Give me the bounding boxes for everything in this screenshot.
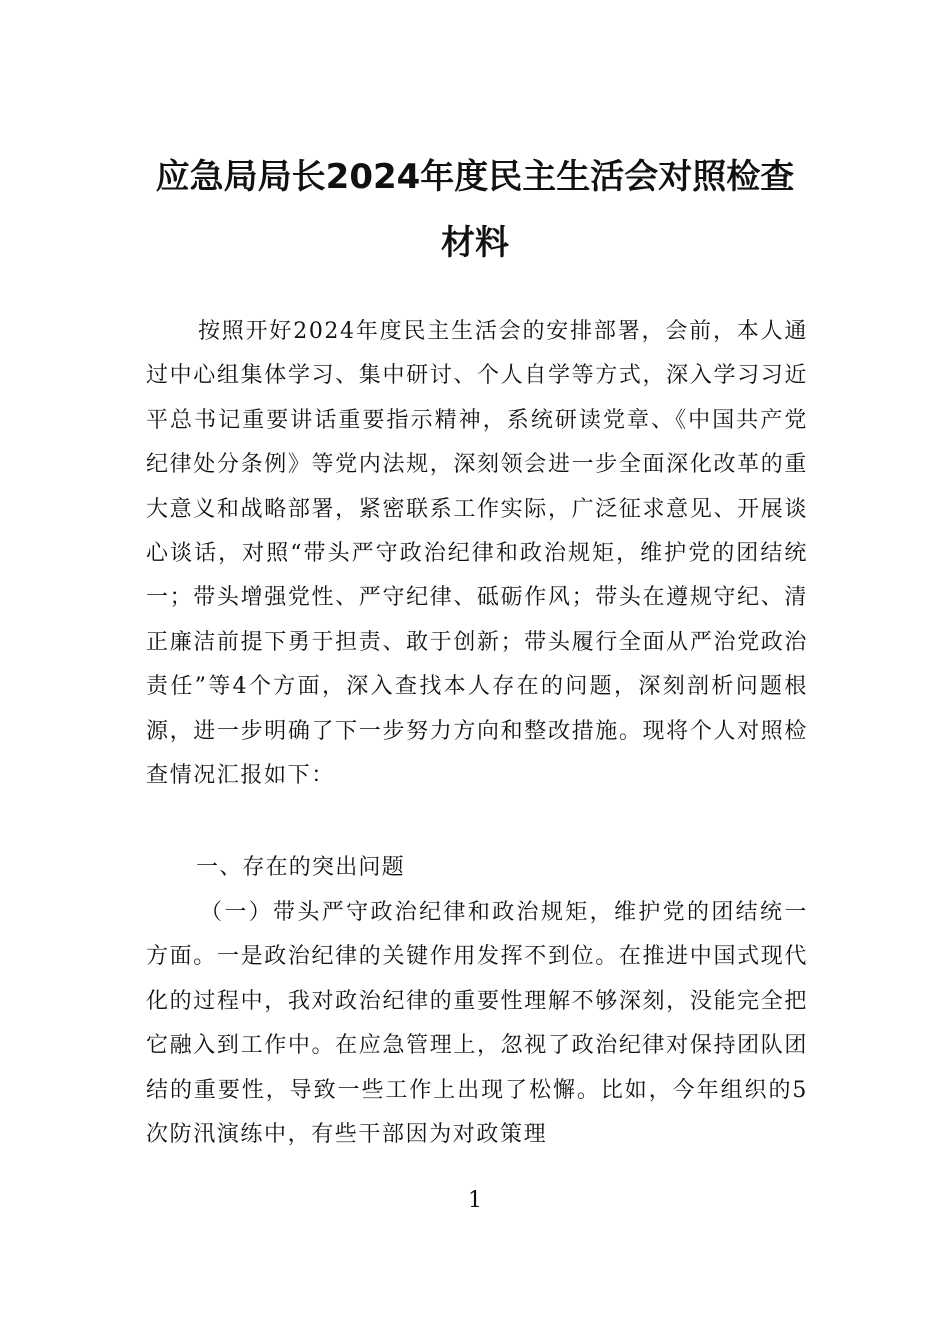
intro-paragraph: 按照开好2024年度民主生活会的安排部署，会前，本人通过中心组集体学习、集中研讨、个人自学等方式，深入学习习近平总书记重要讲话重要指示精神，系统研读党章、《中国共产党纪律处分条例》等党内法规，深刻领会进一步全面深化改革的重大意义和战略部署，紧密联系工作实际，广泛征求意见、开展谈心谈话，对照“带头严守政治纪律和政治规矩，维护党的团结统一；带头增强党性、严守纪律、砥砺作风；带头在遵规守纪、清正廉洁前提下勇于担责、敢于创新；带头履行全面从严治党政治责任”等4个方面，深入查找本人存在的问题，深刻剖析问题根源，进一步明确了下一步努力方向和整改措施。现将个人对照检查情况汇报如下： <box>146 319 808 789</box>
document-title-line-2: 材料 <box>441 223 509 263</box>
page-number: 1 <box>468 1188 482 1213</box>
subsection-paragraph <box>146 891 808 1161</box>
section-heading: 一、存在的突出问题 <box>196 855 405 880</box>
subsection-heading: （一）带头严守政治纪律和政治规矩，维护党的团结统一方面。 <box>146 900 808 970</box>
subsection-text: 一是政治纪律的关键作用发挥不到位。在推进中国式现代化的过程中，我对政治纪律的重要性理解不够深刻，没能完全把它融入到工作中。在应急管理上，忽视了政治纪律对保持团队团结的重要性，导致一些工作上出现了松懈。比如，今年组织的5次防汛演练中，有些干部因为对政策理 <box>146 944 808 1148</box>
document-title-line-1: 应急局局长2024年度民主生活会对照检查 <box>155 157 795 197</box>
